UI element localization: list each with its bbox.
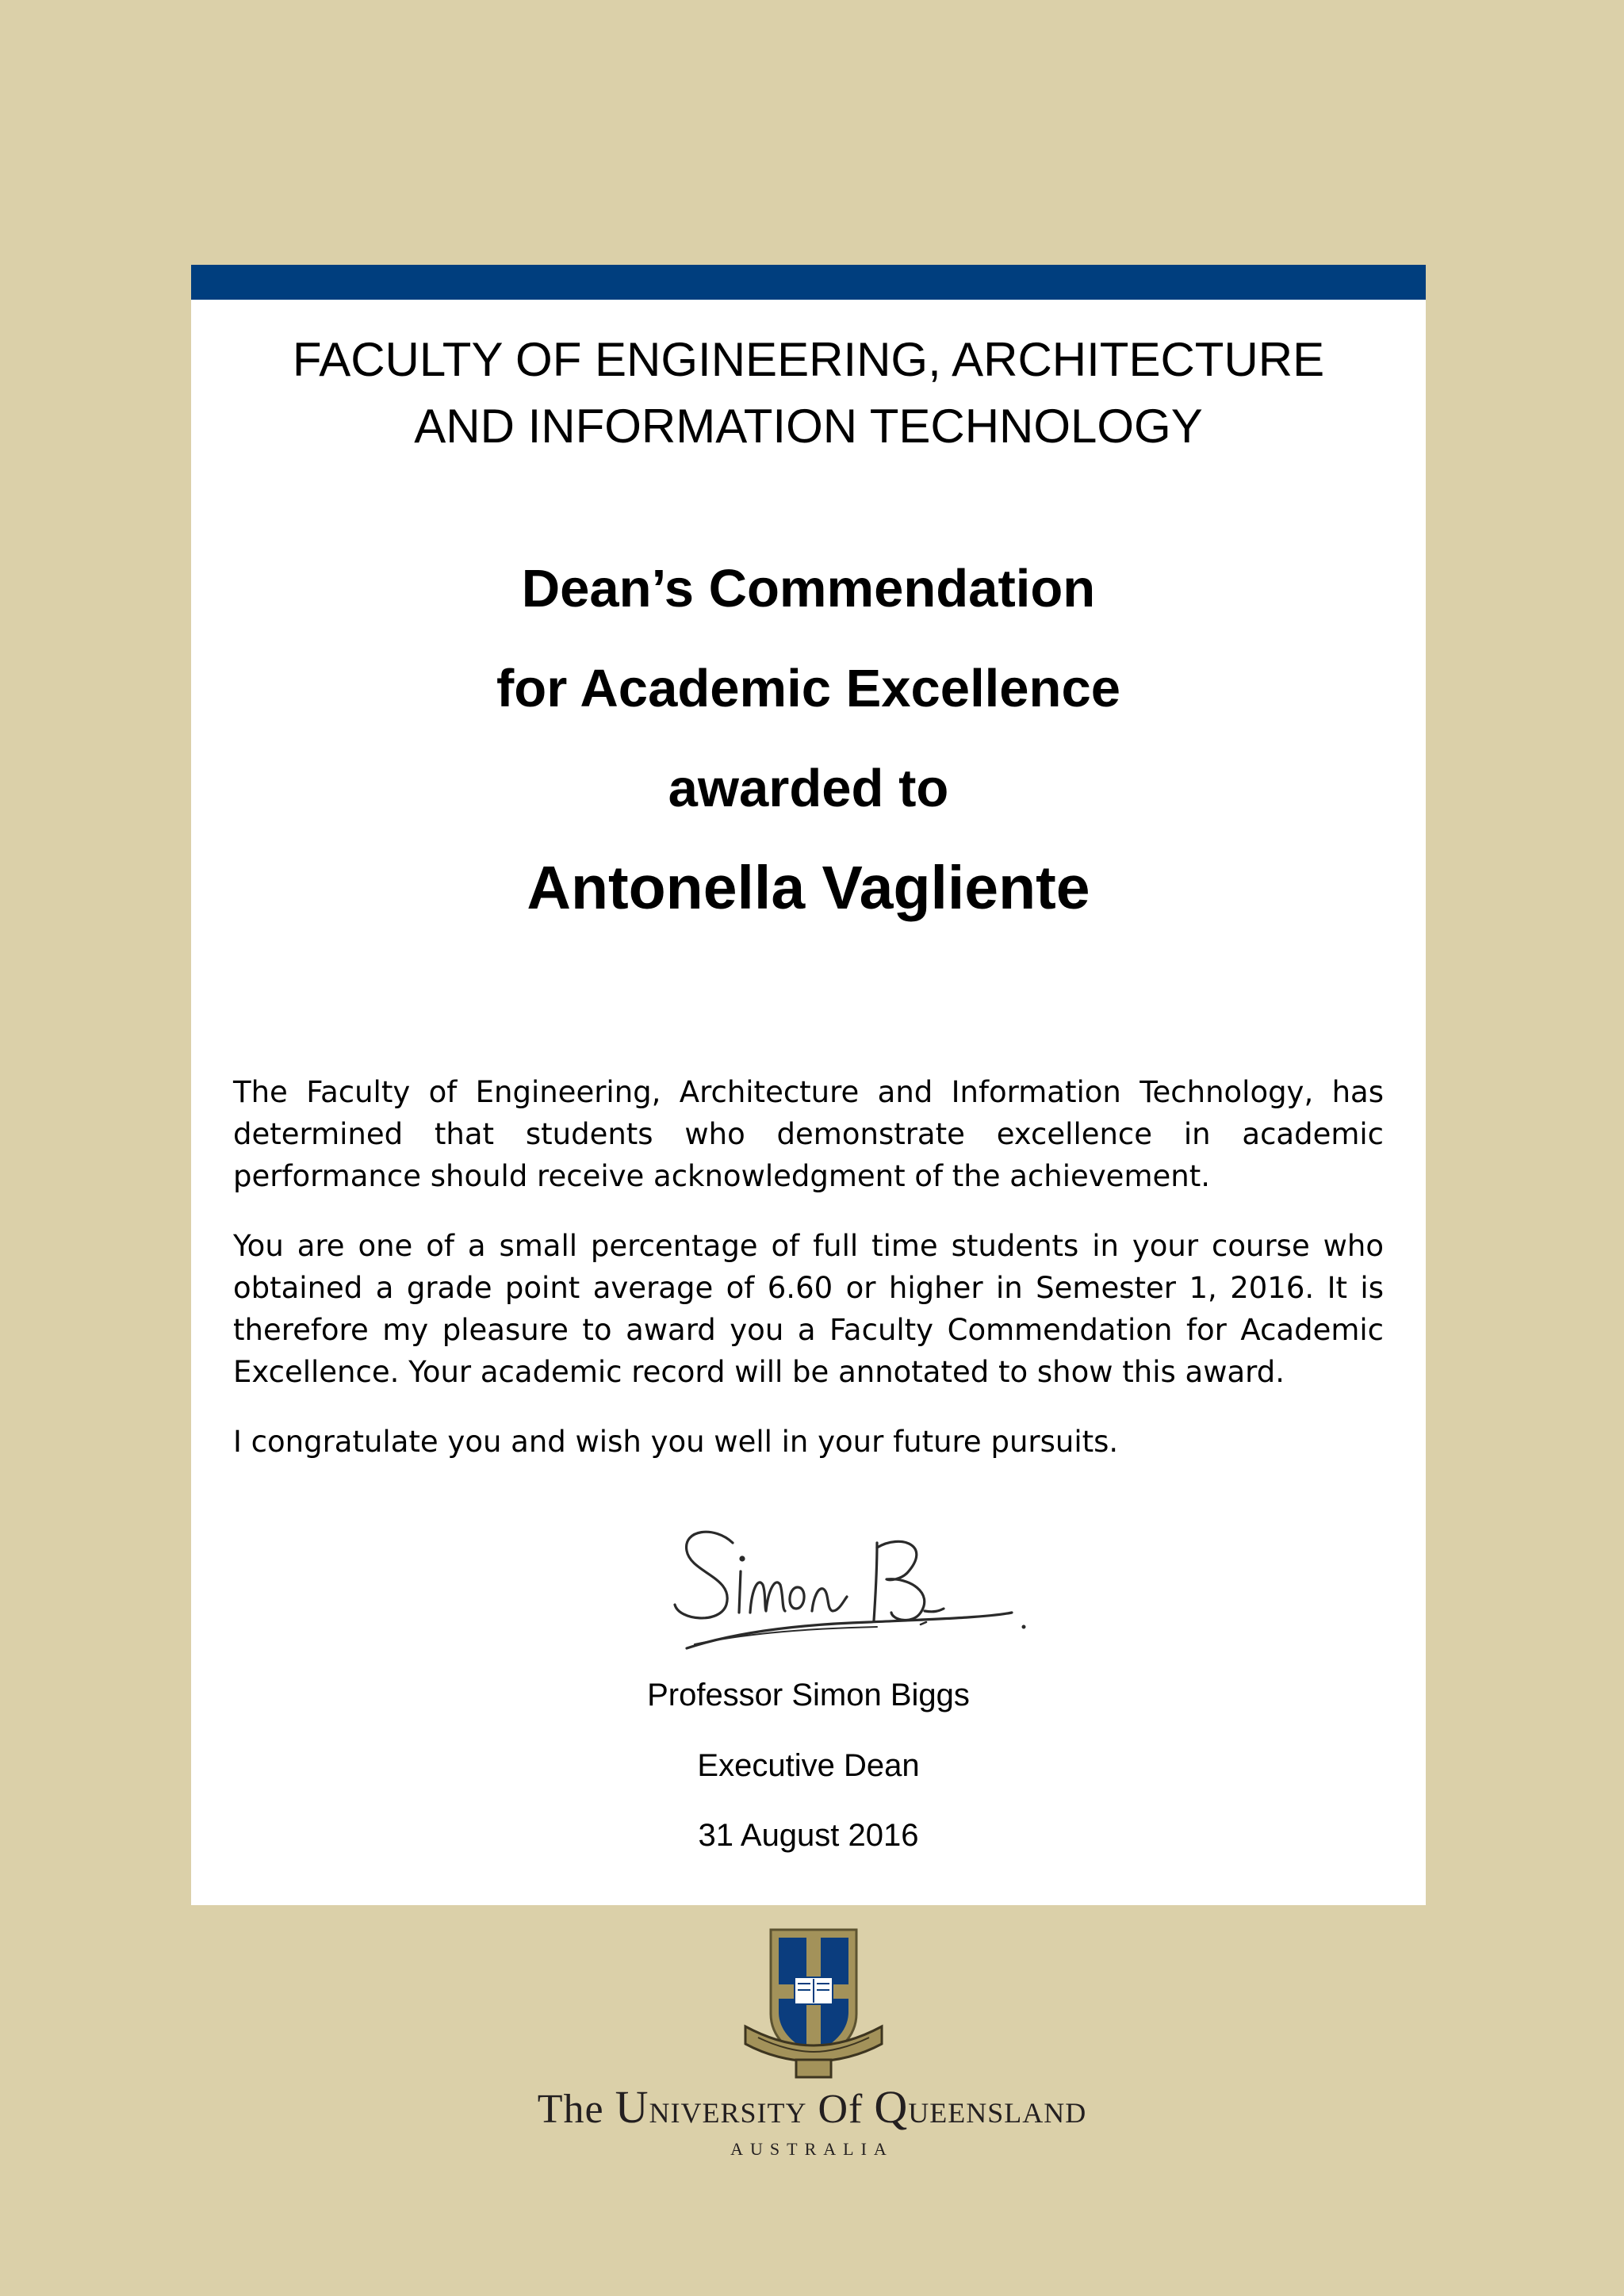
faculty-line-2: AND INFORMATION TECHNOLOGY	[414, 400, 1203, 453]
university-country: AUSTRALIA	[730, 2139, 894, 2159]
wordmark-q: Q	[874, 2081, 909, 2133]
body-paragraph-3: I congratulate you and wish you well in your future pursuits.	[233, 1425, 1119, 1459]
signatory-role: Executive Dean	[697, 1748, 920, 1783]
awarded-to-label: awarded to	[668, 759, 949, 818]
award-title-line-1: Dean’s Commendation	[521, 559, 1096, 618]
wordmark-the: The	[537, 2087, 604, 2132]
faculty-line-1: FACULTY OF ENGINEERING, ARCHITECTURE	[292, 333, 1325, 386]
wordmark-niversity: niversity	[649, 2087, 807, 2132]
top-accent-bar	[191, 265, 1426, 300]
award-title-line-2: for Academic Excellence	[496, 659, 1121, 718]
wordmark-ueensland: ueensland	[908, 2087, 1087, 2132]
wordmark-of: Of	[818, 2087, 864, 2132]
certificate-card	[191, 265, 1426, 1905]
recipient-name: Antonella Vagliente	[527, 854, 1090, 922]
handwritten-signature	[639, 1494, 1194, 1652]
body-paragraph-2: You are one of a small percentage of full time students in your course who obtained a grade point average of 6.60 or higher in Semester 1, 2016. It is therefore my pleasure to award you a Faculty Commendation for Academic Excellence. Your academic record will be annotated to show this award.	[233, 1229, 1384, 1389]
wordmark-u: U	[615, 2081, 649, 2133]
award-date: 31 August 2016	[698, 1818, 919, 1853]
signatory-name: Professor Simon Biggs	[647, 1678, 970, 1712]
commendation-body	[233, 1071, 1384, 1490]
faculty-heading	[191, 327, 1426, 460]
university-wordmark	[0, 2081, 1624, 2133]
body-paragraph-1: The Faculty of Engineering, Architecture and Information Technology, has determined that students who demonstrate excellence in academic performance should receive acknowledgment of the achievement.	[233, 1075, 1384, 1193]
university-crest-icon	[742, 1927, 885, 2082]
